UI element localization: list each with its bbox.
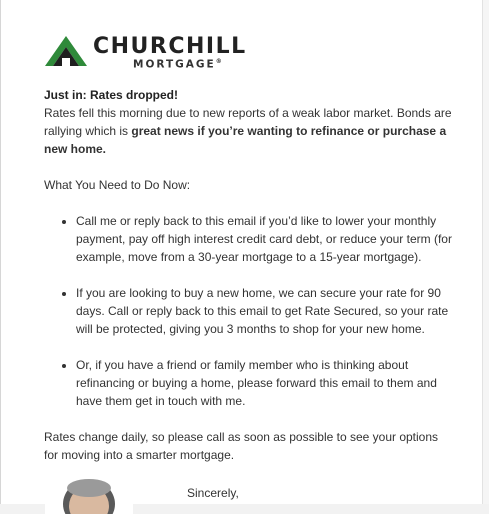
email-content	[44, 86, 454, 464]
closing-paragraph: Rates change daily, so please call as soon as possible to see your options for moving into a smarter mortgage.	[44, 430, 439, 462]
churchill-mortgage-logo	[45, 32, 245, 72]
logo-subtitle: MORTGAGE®	[133, 58, 222, 71]
intro-emphasis: great news if you’re wanting to refinance or purchase a new home.	[44, 124, 447, 156]
intro-paragraph: Rates fell this morning due to new reports of a weak labor market. Bonds are rallying which is great news if you’re wanting to refinance or purchase a new home.	[44, 106, 452, 156]
list-item: • Or, if you have a friend or family member who is thinking about refinancing or buying a home, please forward this email to them and have them get in touch with me.	[76, 356, 454, 410]
logo-wordmark: CHURCHILL	[93, 34, 247, 59]
house-logo-icon	[45, 32, 87, 70]
headline: Just in: Rates dropped!	[44, 88, 179, 102]
signoff: Sincerely,	[187, 486, 239, 500]
agent-photo	[45, 474, 133, 514]
list-item: • If you are looking to buy a new home, we can secure your rate for 90 days. Call or reply back to this email to get Rate Secured, so your rate will be protected, giving you 3 months to shop for your new home.	[76, 284, 454, 338]
section-title: What You Need to Do Now:	[44, 178, 191, 192]
list-item: • Call me or reply back to this email if you’d like to lower your monthly payment, pay off high interest credit card debt, or reduce your term (for example, move from a 30-year mortgage to a 15-year mortgage).	[76, 212, 454, 266]
action-list	[44, 212, 454, 410]
scrollbar-track[interactable]	[482, 0, 489, 504]
